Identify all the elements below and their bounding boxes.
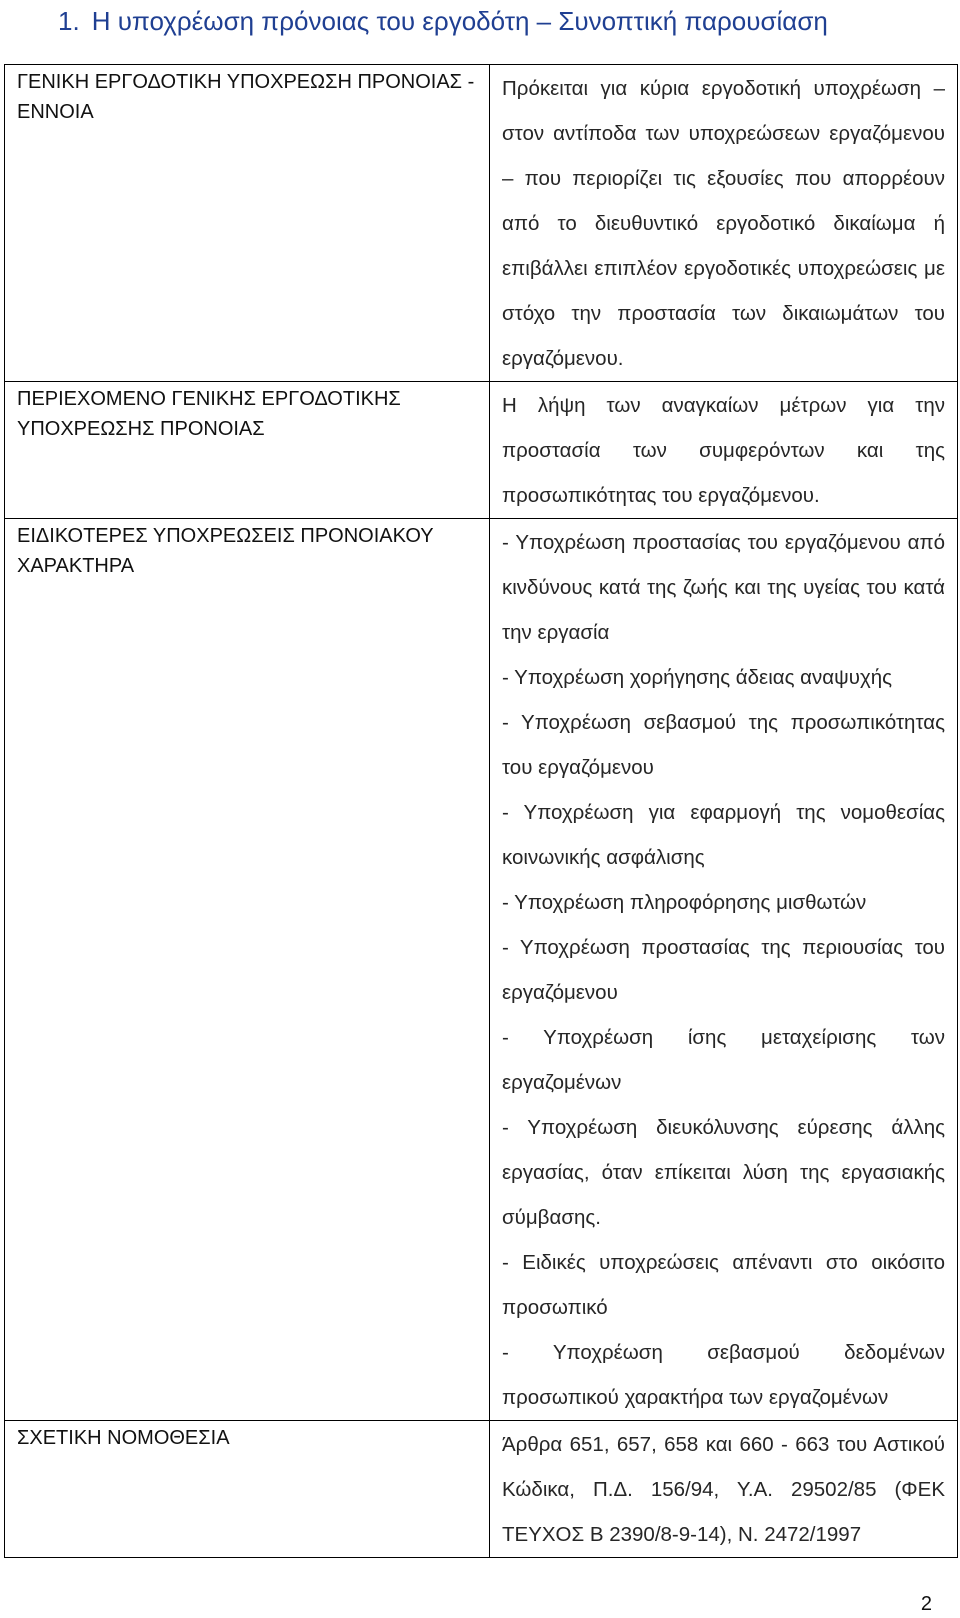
list-item: - Υποχρέωση διευκόλυνσης εύρεσης άλλης εργασίας, όταν επίκειται λύση της εργασιακής σύμβασης. (502, 1116, 945, 1229)
heading-title: Η υποχρέωση πρόνοιας του εργοδότη – Συνοπτική παρουσίαση (91, 6, 828, 36)
table-row (5, 1421, 958, 1558)
table-row (5, 382, 958, 519)
list-item: - Υποχρέωση πληροφόρησης μισθωτών (502, 891, 867, 914)
paragraph: Πρόκειται για κύρια εργοδοτική υποχρέωση – στον αντίποδα των υποχρεώσεων εργαζόμενου – που περιορίζει τις εξουσίες που απορρέουν από το διευθυντικό εργοδοτικό δικαίωμα ή επιβάλλει επιπλέον εργοδοτικές υποχρεώσεις με στόχο την προστασία των δικαιωμάτων του εργαζόμενου. (502, 77, 945, 370)
row-content-cell (490, 382, 958, 519)
list-item: - Υποχρέωση χορήγησης άδειας αναψυχής (502, 666, 893, 689)
row-label-cell (5, 65, 490, 382)
table-row (5, 65, 958, 382)
summary-table (4, 64, 958, 1558)
list-item: - Υποχρέωση προστασίας της περιουσίας του εργαζόμενου (502, 936, 945, 1004)
list-item: - Υποχρέωση προστασίας του εργαζόμενου από κινδύνους κατά της ζωής και της υγείας του κατά την εργασία (502, 531, 945, 644)
row-label-cell (5, 382, 490, 519)
list-item: - Υποχρέωση ίσης μεταχείρισης των εργαζομένων (502, 1026, 945, 1094)
row-label: ΓΕΝΙΚΗ ΕΡΓΟΔΟΤΙΚΗ ΥΠΟΧΡΕΩΣΗ ΠΡΟΝΟΙΑΣ - ΕΝΝΟΙΑ (17, 71, 475, 123)
row-label-cell (5, 1421, 490, 1558)
list-item: - Υποχρέωση σεβασμού δεδομένων προσωπικού χαρακτήρα των εργαζομένων (502, 1341, 945, 1409)
row-label: ΠΕΡΙΕΧΟΜΕΝΟ ΓΕΝΙΚΗΣ ΕΡΓΟΔΟΤΙΚΗΣ ΥΠΟΧΡΕΩΣΗΣ ΠΡΟΝΟΙΑΣ (17, 388, 401, 440)
row-label: ΣΧΕΤΙΚΗ ΝΟΜΟΘΕΣΙΑ (17, 1427, 230, 1449)
row-content-cell (490, 65, 958, 382)
row-label-cell (5, 519, 490, 1421)
list-item: - Ειδικές υποχρεώσεις απέναντι στο οικόσιτο προσωπικό (502, 1251, 945, 1319)
heading-number: 1. (58, 6, 80, 36)
row-content-cell (490, 519, 958, 1421)
page-title (58, 2, 828, 40)
row-label: ΕΙΔΙΚΟΤΕΡΕΣ ΥΠΟΧΡΕΩΣΕΙΣ ΠΡΟΝΟΙΑΚΟΥ ΧΑΡΑΚΤΗΡΑ (17, 525, 434, 577)
page-number: 2 (920, 1593, 932, 1615)
paragraph: Άρθρα 651, 657, 658 και 660 - 663 του Αστικού Κώδικα, Π.Δ. 156/94, Υ.Α. 29502/85 (ΦΕΚ ΤΕΥΧΟΣ Β 2390/8-9-14), Ν. 2472/1997 (502, 1433, 945, 1546)
list-item: - Υποχρέωση σεβασμού της προσωπικότητας του εργαζόμενου (502, 711, 945, 779)
table-row (5, 519, 958, 1421)
list-item: - Υποχρέωση για εφαρμογή της νομοθεσίας κοινωνικής ασφάλισης (502, 801, 945, 869)
row-content-cell (490, 1421, 958, 1558)
paragraph: Η λήψη των αναγκαίων μέτρων για την προστασία των συμφερόντων και της προσωπικότητας του εργαζόμενου. (502, 394, 945, 507)
